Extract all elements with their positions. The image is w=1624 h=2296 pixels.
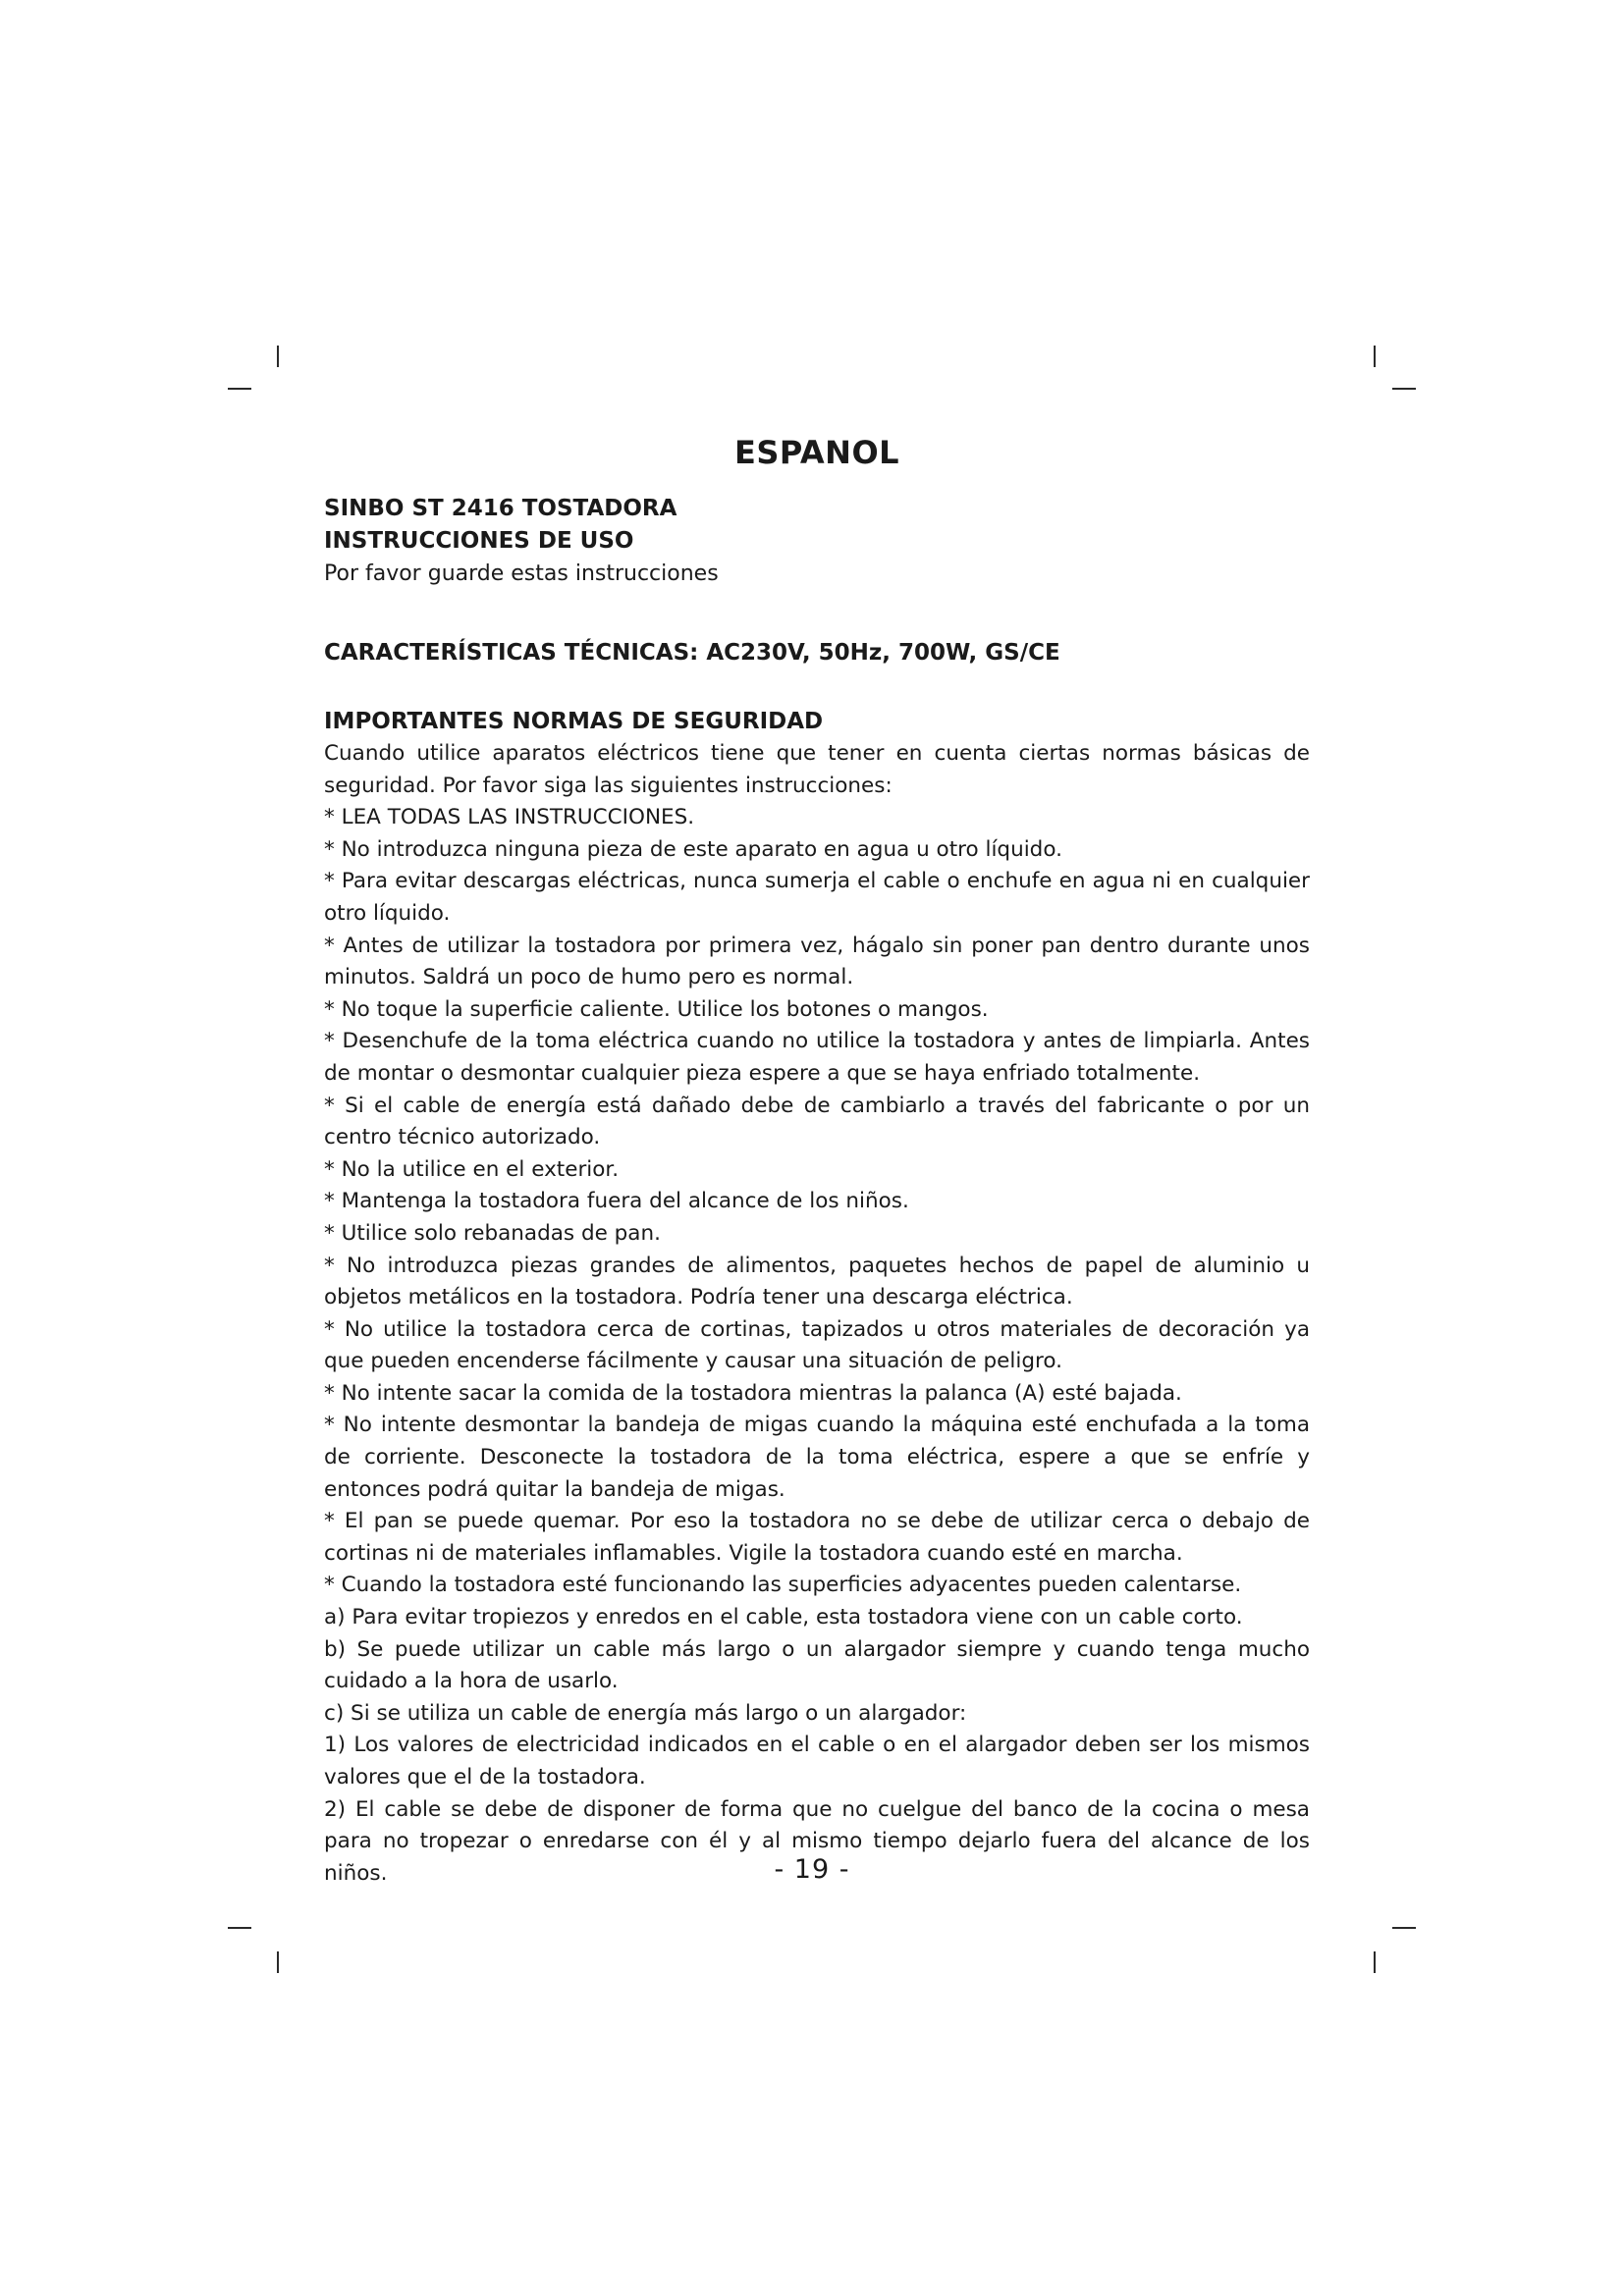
crop-mark-top-left-vertical xyxy=(277,346,279,367)
safety-paragraph: * Cuando la tostadora esté funcionando las superficies adyacentes pueden calentarse. xyxy=(324,1573,1242,1598)
safety-instructions-list xyxy=(324,738,1310,1890)
safety-paragraph: 2) El cable se debe de disponer de forma que no cuelgue del banco de la cocina o mesa para no tropezar o enredarse con él y al mismo tiempo dejarlo fuera del alcance de los niños. xyxy=(324,1796,1310,1886)
safety-paragraph: * Desenchufe de la toma eléctrica cuando no utilice la tostadora y antes de limpiarla. Antes de montar o desmontar cualquier pieza espere a que se haya enfriado totalmente. xyxy=(324,1029,1310,1086)
crop-mark-bottom-left-horizontal xyxy=(228,1927,251,1929)
safety-paragraph: * No toque la superficie caliente. Utilice los botones o mangos. xyxy=(324,996,989,1022)
crop-mark-bottom-right-horizontal xyxy=(1392,1927,1416,1929)
safety-paragraph: Cuando utilice aparatos eléctricos tiene que tener en cuenta ciertas normas básicas de seguridad. Por favor siga las siguientes instrucciones: xyxy=(324,741,1310,798)
manual-page-content xyxy=(324,434,1310,1890)
crop-mark-bottom-left-vertical xyxy=(277,1951,279,1973)
crop-mark-top-right-vertical xyxy=(1374,346,1376,367)
crop-mark-top-right-horizontal xyxy=(1392,388,1416,390)
safety-paragraph: * Mantenga la tostadora fuera del alcance de los niños. xyxy=(324,1189,909,1214)
safety-paragraph: * No intente desmontar la bandeja de migas cuando la máquina esté enchufada a la toma de corriente. Desconecte la tostadora de la toma eléctrica, espere a que se enfríe y entonces podrá quitar la bandeja de migas. xyxy=(324,1413,1310,1502)
page-number: - 19 - xyxy=(774,1854,850,1885)
safety-paragraph: a) Para evitar tropiezos y enredos en el cable, esta tostadora viene con un cable corto. xyxy=(324,1605,1243,1630)
crop-mark-top-left-horizontal xyxy=(228,388,251,390)
safety-paragraph: * No la utilice en el exterior. xyxy=(324,1156,620,1182)
safety-paragraph: 1) Los valores de electricidad indicados en el cable o en el alargador deben ser los mismos valores que el de la tostadora. xyxy=(324,1733,1310,1789)
crop-mark-bottom-right-vertical xyxy=(1374,1951,1376,1973)
safety-paragraph: * LEA TODAS LAS INSTRUCCIONES. xyxy=(324,805,695,830)
safety-paragraph: * Si el cable de energía está dañado debe de cambiarlo a través del fabricante o por un centro técnico autorizado. xyxy=(324,1093,1310,1150)
safety-paragraph: * No introduzca ninguna pieza de este aparato en agua u otro líquido. xyxy=(324,836,1062,862)
safety-paragraph: * No introduzca piezas grandes de alimentos, paquetes hechos de papel de aluminio u objetos metálicos en la tostadora. Podría tener una descarga eléctrica. xyxy=(324,1253,1310,1310)
instructions-title: INSTRUCCIONES DE USO xyxy=(324,528,634,554)
keep-instructions-note: Por favor guarde estas instrucciones xyxy=(324,561,719,586)
safety-paragraph: * No utilice la tostadora cerca de cortinas, tapizados u otros materiales de decoración ya que pueden encenderse fácilmente y causar una situación de peligro. xyxy=(324,1316,1310,1374)
technical-specs: CARACTERÍSTICAS TÉCNICAS: AC230V, 50Hz, 700W, GS/CE xyxy=(324,640,1060,666)
safety-paragraph: b) Se puede utilizar un cable más largo o un alargador siempre y cuando tenga mucho cuidado a la hora de usarlo. xyxy=(324,1636,1310,1694)
safety-paragraph: c) Si se utiliza un cable de energía más largo o un alargador: xyxy=(324,1700,967,1726)
safety-paragraph: * Para evitar descargas eléctricas, nunca sumerja el cable o enchufe en agua ni en cualquier otro líquido. xyxy=(324,869,1310,926)
safety-paragraph: * Antes de utilizar la tostadora por primera vez, hágalo sin poner pan dentro durante unos minutos. Saldrá un poco de humo pero es normal. xyxy=(324,933,1310,990)
product-title: SINBO ST 2416 TOSTADORA xyxy=(324,496,677,521)
safety-paragraph: * El pan se puede quemar. Por eso la tostadora no se debe de utilizar cerca o debajo de cortinas ni de materiales inflamables. Vigile la tostadora cuando esté en marcha. xyxy=(324,1509,1310,1566)
safety-paragraph: * Utilice solo rebanadas de pan. xyxy=(324,1220,661,1246)
safety-section-title: IMPORTANTES NORMAS DE SEGURIDAD xyxy=(324,709,824,734)
language-heading: ESPANOL xyxy=(733,434,900,471)
safety-paragraph: * No intente sacar la comida de la tostadora mientras la palanca (A) esté bajada. xyxy=(324,1380,1182,1406)
